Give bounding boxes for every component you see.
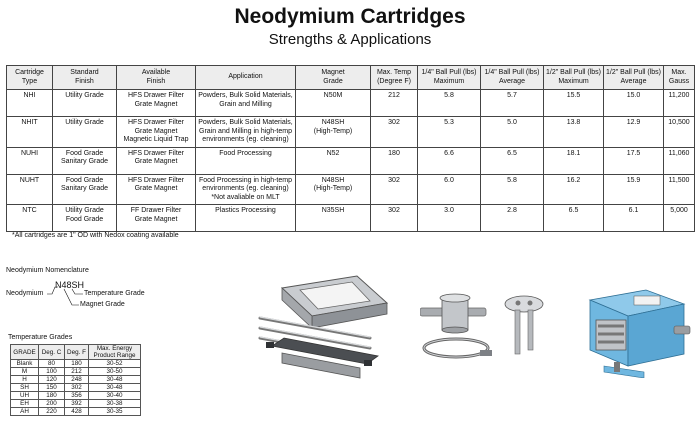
- cell-line: Grate Magnet: [134, 158, 178, 165]
- page-subtitle: Strengths & Applications: [268, 31, 432, 48]
- grades-cell: 30-48: [89, 384, 141, 392]
- grades-cell: 356: [65, 392, 89, 400]
- cell-line: 1/4" Ball Pull (lbs): [421, 69, 477, 76]
- cell-line: Grain and Milling: [219, 100, 272, 108]
- cell-line: 5.3: [444, 119, 454, 126]
- grades-column-header: [11, 345, 39, 360]
- cell-line: 180: [388, 149, 400, 157]
- table-cell: [604, 90, 664, 117]
- cell-line: 12.9: [626, 119, 641, 126]
- cell-line: 13.8: [566, 119, 581, 126]
- table-cell: [544, 117, 604, 148]
- table-cell: [117, 117, 196, 148]
- grades-cell: 80: [39, 360, 65, 368]
- cell-line: environments (eg. cleaning): [202, 136, 289, 143]
- cell-line: Finish: [75, 77, 94, 85]
- cell-line: Max. Temp: [376, 69, 412, 76]
- grades-row: [11, 368, 141, 376]
- table-cell: [371, 174, 418, 205]
- cell-line: Utility Grade: [65, 119, 104, 126]
- cell-line: FF Drawer Filter: [130, 207, 182, 214]
- table-cell: [664, 147, 695, 174]
- grades-cell: 120: [39, 376, 65, 384]
- cell-line: 6.5: [507, 149, 517, 157]
- cell-line: (Degree F): [377, 77, 411, 85]
- cell-line: Maximum: [558, 77, 589, 85]
- drawer-filter-grate-magnet-photo: [252, 268, 392, 386]
- cell-line: Food Processing in high-temp: [199, 176, 292, 184]
- table-cell: [296, 90, 371, 117]
- cell-line: 1/2" Ball Pull (lbs): [545, 69, 601, 76]
- table-cell: [481, 147, 544, 174]
- grades-cell: 248: [65, 376, 89, 384]
- cell-line: 15.5: [566, 92, 581, 99]
- cell-line: 212: [388, 92, 400, 99]
- table-cell: [544, 174, 604, 205]
- cell-line: Magnet: [321, 69, 345, 76]
- cell-line: 2.8: [507, 207, 517, 214]
- cell-line: NUHI: [20, 149, 39, 157]
- cell-line: Standard: [70, 69, 99, 76]
- table-cell: [544, 90, 604, 117]
- cell-line: N35SH: [321, 207, 345, 214]
- cell-line: N48SH: [321, 176, 345, 184]
- table-cell: [196, 117, 296, 148]
- grades-cell: 200: [39, 400, 65, 408]
- cell-line: Utility Grade: [65, 207, 104, 214]
- grades-row: [11, 360, 141, 368]
- table-cell: [604, 205, 664, 232]
- grades-cell: AH: [11, 408, 39, 416]
- cell-line: Max. Energy: [96, 345, 133, 352]
- cell-line: 6.6: [444, 149, 454, 157]
- cell-line: Cartridge: [15, 69, 44, 76]
- nomenclature-code: N48SH: [55, 280, 85, 290]
- cell-line: NUHT: [19, 176, 40, 184]
- cell-line: Grade: [323, 77, 343, 85]
- grades-cell: H: [11, 376, 39, 384]
- grades-row: [11, 376, 141, 384]
- cell-line: HFS Drawer Filter: [127, 119, 184, 126]
- cell-line: 18.1: [566, 149, 581, 157]
- table-cell: [604, 117, 664, 148]
- grades-cell: Blank: [11, 360, 39, 368]
- column-header: [371, 66, 418, 90]
- cell-line: Magnetic Liquid Trap: [123, 136, 189, 143]
- temperature-grades-table: [10, 344, 141, 416]
- cell-line: 6.0: [444, 176, 454, 184]
- cell-line: 16.2: [566, 176, 581, 184]
- cell-line: HFS Drawer Filter: [127, 92, 184, 99]
- cell-line: Powders, Bulk Solid Materials,: [198, 92, 293, 99]
- table-cell: [296, 174, 371, 205]
- cell-line: 11,500: [668, 176, 690, 184]
- table-cell: [481, 174, 544, 205]
- grades-row: [11, 384, 141, 392]
- column-header: [664, 66, 695, 90]
- cell-line: Food Grade: [65, 215, 104, 223]
- table-cell: [371, 117, 418, 148]
- grades-cell: 392: [65, 400, 89, 408]
- cell-line: 15.9: [626, 176, 641, 184]
- table-cell: [604, 147, 664, 174]
- table-cell: [418, 90, 481, 117]
- grades-cell: M: [11, 368, 39, 376]
- cell-line: Average: [620, 77, 647, 85]
- column-header: [296, 66, 371, 90]
- cell-line: Application: [228, 73, 263, 81]
- cell-line: *Not avaliable on MLT: [211, 193, 280, 201]
- cell-line: Plastics Processing: [215, 207, 276, 214]
- cell-line: N50M: [323, 92, 343, 99]
- grades-row: [11, 392, 141, 400]
- grades-cell: 30-38: [89, 400, 141, 408]
- cell-line: environments (eg. cleaning): [202, 185, 289, 192]
- cell-line: 15.0: [626, 92, 641, 99]
- grades-cell: 30-52: [89, 360, 141, 368]
- cell-line: Grate Magnet: [134, 100, 178, 108]
- cell-line: 5.0: [507, 119, 517, 126]
- table-cell: [481, 205, 544, 232]
- cell-line: Sanitary Grade: [60, 185, 109, 192]
- cell-line: Sanitary Grade: [60, 158, 109, 165]
- cell-line: Grate Magnet: [134, 127, 178, 135]
- grades-row: [11, 400, 141, 408]
- page-title: Neodymium Cartridges: [234, 5, 466, 28]
- cell-line: 6.1: [628, 207, 639, 214]
- cell-line: Max. Gauss: [668, 69, 690, 85]
- table-cell: [296, 205, 371, 232]
- table-cell: [664, 117, 695, 148]
- grades-cell: 30-50: [89, 368, 141, 376]
- cell-line: 10,500: [668, 119, 690, 126]
- table-cell: [117, 205, 196, 232]
- cell-line: 11,060: [668, 149, 690, 157]
- magnetic-liquid-trap-photo: [420, 292, 548, 366]
- cell-line: (High-Temp): [313, 185, 353, 192]
- cell-line: 3.0: [444, 207, 454, 214]
- grades-cell: 30-48: [89, 376, 141, 384]
- nomenclature-temp-label: Temperature Grade: [84, 290, 145, 297]
- grades-cell: 100: [39, 368, 65, 376]
- cell-line: Average: [499, 77, 525, 85]
- grades-cell: 302: [65, 384, 89, 392]
- nomenclature-connector-lines: [0, 0, 120, 320]
- cell-line: 1/2" Ball Pull (lbs): [605, 69, 661, 76]
- cell-line: Grain and Milling in high-temp: [199, 127, 292, 135]
- table-cell: [544, 147, 604, 174]
- blue-housing-magnet-photo: [584, 286, 694, 378]
- grades-cell: 220: [39, 408, 65, 416]
- grades-cell: 30-35: [89, 408, 141, 416]
- cell-line: HFS Drawer Filter: [127, 149, 184, 157]
- cell-line: N48SH: [321, 119, 345, 126]
- cell-line: HFS Drawer Filter: [127, 176, 184, 184]
- cell-line: Food Grade: [65, 176, 104, 184]
- table-cell: [196, 205, 296, 232]
- grades-cell: EH: [11, 400, 39, 408]
- grades-cell: UH: [11, 392, 39, 400]
- grades-title: Temperature Grades: [8, 334, 73, 341]
- grades-column-header: [65, 345, 89, 360]
- cell-line: 302: [388, 176, 400, 184]
- cell-line: Available: [141, 69, 171, 76]
- grades-row: [11, 408, 141, 416]
- cell-line: 5.7: [507, 92, 517, 99]
- cell-line: 1/4" Ball Pull (lbs): [484, 69, 540, 76]
- column-header: [418, 66, 481, 90]
- table-cell: [481, 90, 544, 117]
- cell-line: NHIT: [21, 119, 38, 126]
- cell-line: 17.5: [626, 149, 641, 157]
- grades-column-header: [39, 345, 65, 360]
- nomenclature-magnet-label: Magnet Grade: [80, 301, 125, 308]
- cell-line: NHI: [23, 92, 36, 99]
- table-cell: [664, 90, 695, 117]
- table-cell: [296, 147, 371, 174]
- cell-line: Utility Grade: [65, 92, 104, 99]
- cell-line: (High-Temp): [313, 127, 353, 135]
- grades-header-row: [11, 345, 141, 360]
- cell-line: 302: [388, 119, 400, 126]
- cell-line: 11,200: [668, 92, 690, 99]
- grades-cell: 180: [39, 392, 65, 400]
- cell-line: NTC: [22, 207, 37, 214]
- grades-cell: 212: [65, 368, 89, 376]
- cell-line: Maximum: [433, 77, 465, 85]
- grades-cell: 30-40: [89, 392, 141, 400]
- table-cell: [196, 90, 296, 117]
- table-cell: [418, 205, 481, 232]
- column-header: [196, 66, 296, 90]
- grades-column-header: [89, 345, 141, 360]
- table-cell: [117, 90, 196, 117]
- column-header: [604, 66, 664, 90]
- cell-line: 5,000: [670, 207, 688, 214]
- grades-cell: 428: [65, 408, 89, 416]
- cell-line: Grate Magnet: [134, 185, 178, 192]
- cell-line: Product Range: [93, 352, 136, 359]
- cell-line: Food Grade: [65, 149, 104, 157]
- cell-line: N52: [326, 149, 340, 157]
- table-cell: [481, 117, 544, 148]
- table-cell: [117, 174, 196, 205]
- cell-line: 5.8: [444, 92, 454, 99]
- grades-cell: 180: [65, 360, 89, 368]
- table-cell: [544, 205, 604, 232]
- table-cell: [196, 174, 296, 205]
- table-cell: [604, 174, 664, 205]
- cell-line: Deg. C: [41, 348, 62, 356]
- cell-line: Deg. F: [67, 348, 86, 356]
- table-cell: [296, 117, 371, 148]
- grades-cell: 150: [39, 384, 65, 392]
- table-cell: [664, 174, 695, 205]
- cell-line: Powders, Bulk Solid Materials,: [198, 119, 293, 126]
- table-cell: [196, 147, 296, 174]
- table-cell: [117, 147, 196, 174]
- table-cell: [371, 205, 418, 232]
- table-cell: [371, 90, 418, 117]
- column-header: [481, 66, 544, 90]
- column-header: [117, 66, 196, 90]
- grades-cell: SH: [11, 384, 39, 392]
- table-cell: [371, 147, 418, 174]
- table-cell: [418, 174, 481, 205]
- cell-line: 6.5: [568, 207, 579, 214]
- table-footnote: *All cartridges are 1" OD with Nedox coating available: [12, 232, 179, 239]
- cell-line: Finish: [146, 77, 166, 85]
- column-header: [544, 66, 604, 90]
- cell-line: Grate Magnet: [134, 215, 178, 223]
- nomenclature-title: Neodymium Nomenclature: [6, 267, 89, 274]
- cell-line: GRADE: [13, 348, 36, 356]
- table-cell: [418, 117, 481, 148]
- nomenclature-prefix-label: Neodymium: [6, 290, 44, 297]
- cell-line: Type: [21, 77, 38, 85]
- cell-line: Food Processing: [219, 149, 272, 157]
- cell-line: 302: [388, 207, 400, 214]
- table-cell: [418, 147, 481, 174]
- table-cell: [664, 205, 695, 232]
- cell-line: 5.8: [507, 176, 517, 184]
